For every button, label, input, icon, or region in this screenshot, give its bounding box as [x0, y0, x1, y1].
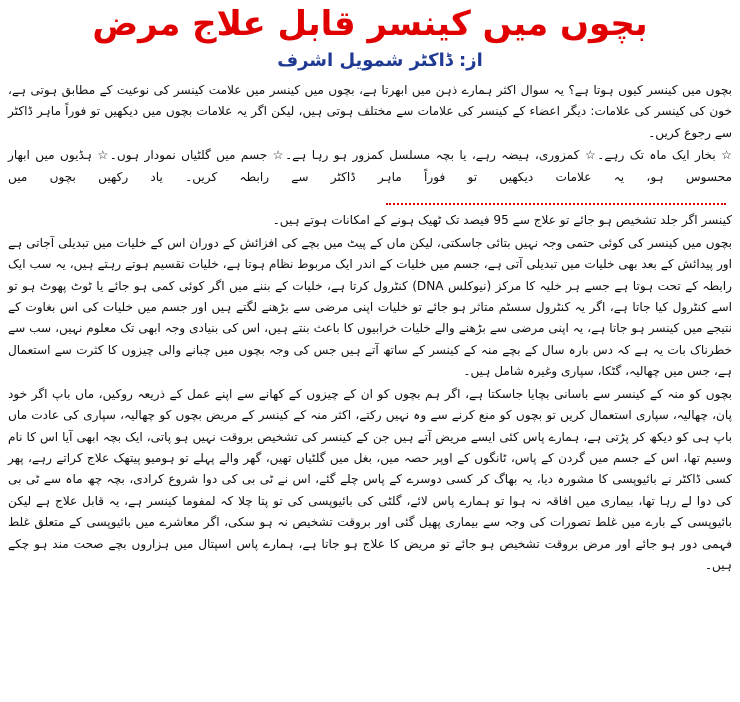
dotted-separator	[386, 193, 726, 205]
symptoms-text: ☆ بخار ایک ماہ تک رہے۔☆ کمزوری، ہیضہ رہے، یا بچہ مسلسل کمزور ہو رہا ہے۔☆ جسم میں گلٹیاں نمودار ہوں۔☆ ہڈیوں میں ابھار محسوس ہو، یہ علامات دیکھیں تو فوراً ماہر ڈاکٹر سے رابطہ کریں۔ یاد رکھیں بچوں میں	[8, 148, 732, 184]
article-page	[0, 2, 740, 702]
paragraph-prevention: بچوں کو منہ کے کینسر سے باسانی بچایا جاسکتا ہے، اگر ہم بچوں کو ان کے چیزوں کے کھانے سے اپنے عمل کے ذریعہ روکیں، ماں باپ اگر خود پان، چھالیہ، سپاری استعمال کریں تو بچوں کو منع کرنے سے وہ نہیں رکتے، اکثر منہ کے کینسر کے مریض بچوں کو چھالیہ، سپاری کی عادت ماں باپ ہی کو دیکھ کر پڑتی ہے، ہمارے پاس کئی ایسے مریض آتے ہیں جن کے کینسر کی تشخیص بروقت نہیں ہو پاتی، ایک بچہ ابھی آیا اس کا نام وسیم تھا، اس کے جسم میں گردن کے پاس، ٹانگوں کے اوپر حصہ میں، بغل میں گلٹیاں تھیں، گھر والے پہلے تو ہومیو پیتھک علاج کراتے رہے، پھر کسی ڈاکٹر نے بائیوپسی کا مشورہ دیا، یہ بھاگ کر کسی دوسرے کے پاس چلے گئے، اس نے ٹی بی کی دوا شروع کرادی، بچہ چھ ماہ سے ٹی بی کی دوا لے رہا تھا، بیماری میں افاقہ نہ ہوا تو ہمارے پاس لائے، گلٹی کی بائیوپسی کی تو پتا چلا کہ لمفوما کینسر ہے، یہ قابل علاج ہے لیکن بائیوپسی کے بارے میں غلط تصورات کی وجہ سے بیماری پھیل گئی اور بروقت تشخیص نہ ہو سکی، اگر معاشرے میں بائیوپسی کے متعلق غلط فہمی دور ہو جائے اور مرض بروقت تشخیص ہو جائے تو مریض کا علاج ہو جاتا ہے، ہمارے پاس اسپتال میں ہزاروں بچے صحت مند ہو چکے ہیں۔	[8, 386, 732, 572]
paragraph-cure-rate: کینسر اگر جلد تشخیص ہو جائے تو علاج سے 95 فیصد تک ٹھیک ہونے کے امکانات ہوتے ہیں۔	[272, 213, 732, 228]
paragraph-intro: بچوں میں کینسر کیوں ہوتا ہے؟ یہ سوال اکثر ہمارے ذہن میں ابھرتا ہے، بچوں میں کینسر میں علامت کینسر کی نوعیت کے مطابق ہوتی ہے، خون کی کینسر کی علامات: دیگر اعضاء کے کینسر کی علامات سے مختلف ہوتی ہیں، لیکن اگر یہ علامات بچوں میں دیکھیں تو فوراً ماہر ڈاکٹر سے رجوع کریں۔	[8, 83, 732, 140]
paragraph-causes: بچوں میں کینسر کی کوئی حتمی وجہ نہیں بتائی جاسکتی، لیکن ماں کے پیٹ میں بچے کی افزائش کے دوران اس کے خلیات میں تبدیلی آجاتی ہے اور پیدائش کے بعد بھی خلیات میں تبدیلی آتی ہے، جسم میں خلیات کے اندر ایک مربوط نظام ہوتا ہے، خلیات تقسیم ہوتے رہتے ہیں، یہ سب ایک رابطہ کے تحت ہوتا ہے جسے ہر خلیہ کا مرکز (نیوکلس DNA) کنٹرول کرتا ہے، خلیات کے بننے میں اگر کوئی کمی ہو جائے یا ٹوٹ پھوٹ ہو تو اسے کنٹرول کیا جاتا ہے، اگر یہ کنٹرول سسٹم متاثر ہو جائے تو خلیات اپنی مرضی سے بڑھنے لگتے ہیں اور جسم میں خلیات کی اس بغاوت کے نتیجے میں کینسر ہو جاتا ہے، یہ اپنی مرضی سے بڑھنے والے خلیات خرابیوں کا باعث بنتے ہیں، اس کی بنیادی وجہ ابھی تک معلوم نہیں، سب سے خطرناک بات یہ ہے کہ دس بارہ سال کے بچے منہ کے کینسر کے ساتھ آتے ہیں جس کی وجہ بچوں میں چبانے والی چیزوں کا کثرت سے استعمال ہے، جس میں چھالیہ، گٹکا، سپاری وغیرہ شامل ہیں۔	[8, 235, 732, 379]
paragraph-symptoms	[8, 145, 732, 209]
article-title: بچوں میں کینسر قابل علاج مرض	[92, 4, 648, 44]
author-byline: از: ڈاکٹر شمویل اشرف	[277, 50, 483, 71]
article-body	[8, 80, 732, 576]
